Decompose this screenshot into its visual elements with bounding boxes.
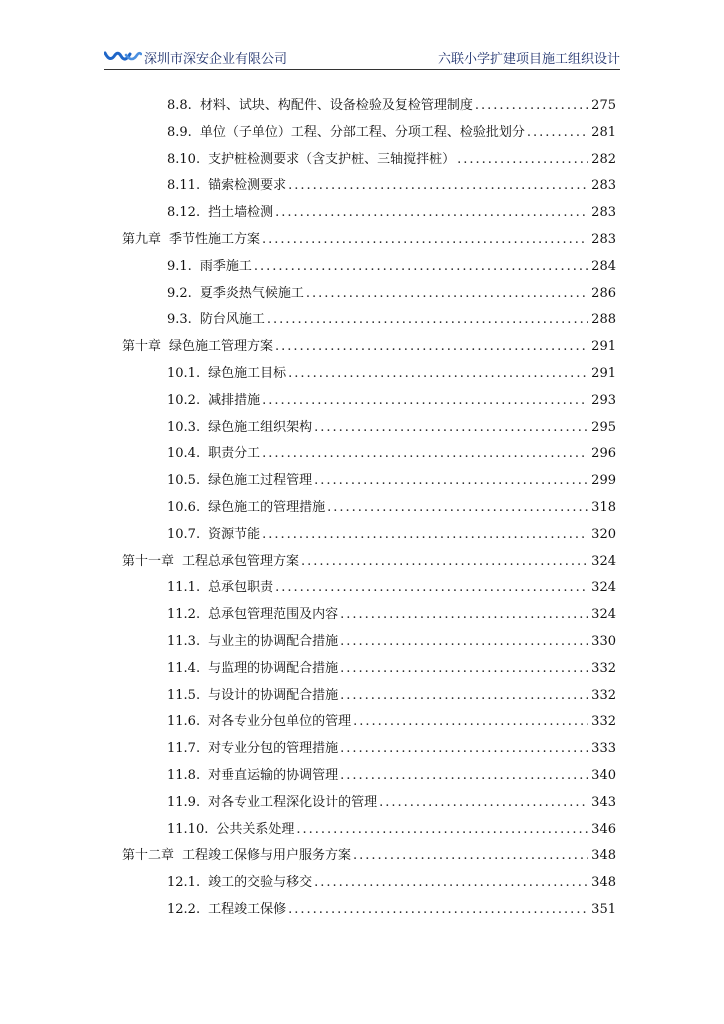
- toc-entry-title: 雨季施工: [199, 258, 252, 274]
- page-header: [104, 44, 620, 70]
- toc-page-number: 283: [591, 232, 616, 247]
- toc-entry[interactable]: [167, 202, 616, 222]
- toc-entry-number: 11.10.: [167, 821, 209, 837]
- toc-entry-title: 挡土墙检测: [208, 205, 274, 221]
- toc-dot-leader: [340, 687, 588, 705]
- toc-entry-title: 对各专业工程深化设计的管理: [208, 794, 378, 810]
- toc-dot-leader: [275, 204, 588, 222]
- toc-entry[interactable]: [167, 175, 616, 195]
- toc-entry-title: 材料、试块、构配件、设备检验及复检管理制度: [199, 98, 473, 113]
- toc-entry[interactable]: [167, 658, 616, 678]
- toc-dot-leader: [296, 821, 588, 839]
- toc-dot-leader: [275, 338, 588, 356]
- toc-entry-number: 第十章: [122, 339, 162, 355]
- toc-dot-leader: [288, 177, 588, 195]
- toc-entry[interactable]: [167, 95, 616, 115]
- toc-page-number: 343: [591, 794, 616, 810]
- toc-entry-title: 绿色施工目标: [208, 366, 287, 381]
- toc-page-number: 318: [591, 500, 616, 515]
- toc-entry-title: 季节性施工方案: [169, 232, 261, 247]
- toc-entry-title: 工程总承包管理方案: [182, 553, 300, 569]
- toc-dot-leader: [267, 311, 588, 329]
- toc-page-number: 296: [591, 446, 616, 462]
- company-name: 深圳市深安企业有限公司: [144, 52, 288, 67]
- toc-entry-number: 10.3.: [167, 419, 201, 435]
- toc-dot-leader: [288, 365, 588, 383]
- toc-entry-number: 8.8.: [167, 98, 192, 113]
- toc-entry-number: 9.2.: [167, 285, 192, 301]
- toc-page-number: 282: [591, 151, 616, 167]
- toc-entry-number: 11.4.: [167, 660, 201, 676]
- toc-page-number: 286: [591, 285, 616, 301]
- toc-page-number: 332: [591, 714, 616, 730]
- toc-entry-title: 支护桩检测要求（含支护桩、三轴搅拌桩）: [208, 151, 456, 167]
- toc-dot-leader: [262, 392, 588, 410]
- toc-entry-number: 第十二章: [122, 848, 175, 864]
- toc-page-number: 324: [591, 553, 616, 569]
- toc-entry-title: 对专业分包的管理措施: [208, 741, 339, 757]
- toc-page-number: 288: [591, 312, 616, 328]
- toc-dot-leader: [306, 285, 588, 303]
- toc-page-number: 332: [591, 660, 616, 676]
- toc-page-number: 324: [591, 607, 616, 623]
- toc-entry[interactable]: [167, 309, 616, 329]
- toc-entry[interactable]: [122, 551, 616, 571]
- toc-entry-number: 11.6.: [167, 714, 201, 730]
- toc-entry-title: 减排措施: [208, 392, 261, 408]
- toc-dot-leader: [340, 767, 588, 785]
- toc-page-number: 333: [591, 741, 616, 757]
- toc-dot-leader: [275, 579, 588, 597]
- toc-page-number: 291: [591, 339, 616, 355]
- toc-dot-leader: [527, 124, 588, 142]
- toc-entry[interactable]: [167, 122, 616, 142]
- toc-dot-leader: [340, 740, 588, 758]
- toc-page-number: 293: [591, 392, 616, 408]
- toc-page-number: 283: [591, 205, 616, 221]
- toc-page-number: 295: [591, 419, 616, 435]
- toc-entry-number: 9.1.: [167, 258, 192, 274]
- toc-entry-title: 对各专业分包单位的管理: [208, 714, 352, 730]
- toc-dot-leader: [314, 472, 588, 490]
- toc-dot-leader: [340, 606, 588, 624]
- toc-entry-title: 单位（子单位）工程、分部工程、分项工程、检验批划分: [199, 124, 525, 140]
- toc-dot-leader: [262, 445, 588, 463]
- toc-entry[interactable]: [167, 417, 616, 437]
- toc-entry-title: 绿色施工组织架构: [208, 419, 313, 435]
- toc-entry-number: 10.7.: [167, 526, 201, 542]
- toc-entry[interactable]: [167, 685, 616, 705]
- toc-entry-title: 总承包职责: [208, 580, 274, 596]
- toc-entry-number: 11.7.: [167, 741, 201, 757]
- toc-entry[interactable]: [167, 819, 616, 839]
- toc-entry-number: 8.11.: [167, 178, 201, 194]
- toc-page-number: 291: [591, 366, 616, 381]
- toc-dot-leader: [379, 794, 588, 812]
- toc-entry-number: 9.3.: [167, 312, 192, 328]
- toc-entry-title: 绿色施工过程管理: [208, 473, 313, 489]
- toc-entry-title: 与设计的协调配合措施: [208, 687, 339, 703]
- toc-entry[interactable]: [167, 390, 616, 410]
- toc-page-number: 283: [591, 178, 616, 194]
- toc-entry[interactable]: [167, 738, 616, 758]
- toc-entry-title: 绿色施工管理方案: [169, 339, 274, 355]
- toc-page-number: 330: [591, 634, 616, 649]
- toc-dot-leader: [262, 231, 588, 249]
- toc-entry-title: 竣工的交验与移交: [208, 875, 313, 891]
- toc-dot-leader: [288, 901, 588, 919]
- toc-entry[interactable]: [122, 336, 616, 356]
- toc-entry-title: 总承包管理范围及内容: [208, 607, 339, 623]
- document-title: 六联小学扩建项目施工组织设计: [437, 52, 620, 67]
- toc-entry-number: 11.3.: [167, 634, 201, 649]
- toc-dot-leader: [475, 97, 588, 115]
- toc-dot-leader: [353, 713, 588, 731]
- toc-entry[interactable]: [167, 604, 616, 624]
- toc-entry-title: 工程竣工保修: [208, 902, 287, 917]
- toc-entry-title: 与监理的协调配合措施: [208, 660, 339, 676]
- toc-entry[interactable]: [167, 524, 616, 544]
- toc-entry-title: 绿色施工的管理措施: [208, 500, 326, 515]
- toc-dot-leader: [254, 258, 588, 276]
- toc-entry[interactable]: [167, 283, 616, 303]
- toc-dot-leader: [327, 499, 588, 517]
- toc-page-number: 346: [591, 821, 616, 837]
- toc-entry-number: 12.2.: [167, 902, 201, 917]
- header-divider: [104, 69, 620, 70]
- toc-entry-number: 10.1.: [167, 366, 201, 381]
- company-logo-icon: [104, 50, 142, 64]
- toc-entry-title: 夏季炎热气候施工: [199, 285, 304, 301]
- toc-entry[interactable]: [167, 443, 616, 463]
- toc-dot-leader: [262, 526, 588, 544]
- toc-entry[interactable]: [167, 765, 616, 785]
- toc-entry-title: 资源节能: [208, 526, 261, 542]
- toc-entry-number: 8.10.: [167, 151, 201, 167]
- toc-entry-number: 10.5.: [167, 473, 201, 489]
- toc-page-number: 340: [591, 768, 616, 783]
- toc-dot-leader: [314, 874, 588, 892]
- toc-entry-number: 11.2.: [167, 607, 201, 623]
- toc-entry-number: 第九章: [122, 232, 162, 247]
- toc-dot-leader: [340, 660, 588, 678]
- toc-entry-title: 公共关系处理: [216, 821, 295, 837]
- toc-entry-title: 锚索检测要求: [208, 178, 287, 194]
- toc-entry[interactable]: [167, 577, 616, 597]
- toc-entry[interactable]: [167, 363, 616, 383]
- toc-entry-number: 11.9.: [167, 794, 201, 810]
- toc-entry-title: 防台风施工: [199, 312, 265, 328]
- toc-page-number: 348: [591, 875, 616, 891]
- toc-entry[interactable]: [167, 792, 616, 812]
- toc-entry[interactable]: [167, 256, 616, 276]
- toc-entry-number: 12.1.: [167, 875, 201, 891]
- toc-entry-title: 工程竣工保修与用户服务方案: [182, 848, 352, 864]
- toc-page-number: 332: [591, 687, 616, 703]
- toc-page-number: 324: [591, 580, 616, 596]
- toc-page-number: 299: [591, 473, 616, 489]
- toc-page-number: 351: [591, 902, 616, 917]
- toc-entry-number: 10.4.: [167, 446, 201, 462]
- toc-entry[interactable]: [167, 872, 616, 892]
- toc-page-number: 320: [591, 526, 616, 542]
- toc-page-number: 348: [591, 848, 616, 864]
- toc-entry[interactable]: [167, 899, 616, 919]
- toc-dot-leader: [314, 419, 588, 437]
- toc-dot-leader: [353, 847, 588, 865]
- toc-dot-leader: [301, 553, 588, 571]
- toc-entry-number: 11.8.: [167, 768, 201, 783]
- toc-entry-number: 10.6.: [167, 500, 201, 515]
- toc-entry[interactable]: [167, 470, 616, 490]
- toc-entry[interactable]: [167, 631, 616, 651]
- toc-entry-number: 11.1.: [167, 580, 201, 596]
- toc-entry-number: 8.9.: [167, 124, 192, 140]
- toc-page-number: 284: [591, 258, 616, 274]
- toc-entry[interactable]: [167, 711, 616, 731]
- toc-page-number: 275: [591, 98, 616, 113]
- toc-entry[interactable]: [167, 497, 616, 517]
- toc-entry-number: 8.12.: [167, 205, 201, 221]
- toc-dot-leader: [340, 633, 588, 651]
- toc-entry-number: 11.5.: [167, 687, 201, 703]
- toc-entry-number: 10.2.: [167, 392, 201, 408]
- toc-entry[interactable]: [122, 229, 616, 249]
- toc-entry[interactable]: [167, 149, 616, 169]
- toc-page-number: 281: [591, 124, 616, 140]
- toc-entry-title: 职责分工: [208, 446, 261, 462]
- toc-dot-leader: [457, 151, 588, 169]
- toc-entry-number: 第十一章: [122, 553, 175, 569]
- toc-entry[interactable]: [122, 845, 616, 865]
- toc-entry-title: 对垂直运输的协调管理: [208, 768, 339, 783]
- toc-entry-title: 与业主的协调配合措施: [208, 634, 339, 649]
